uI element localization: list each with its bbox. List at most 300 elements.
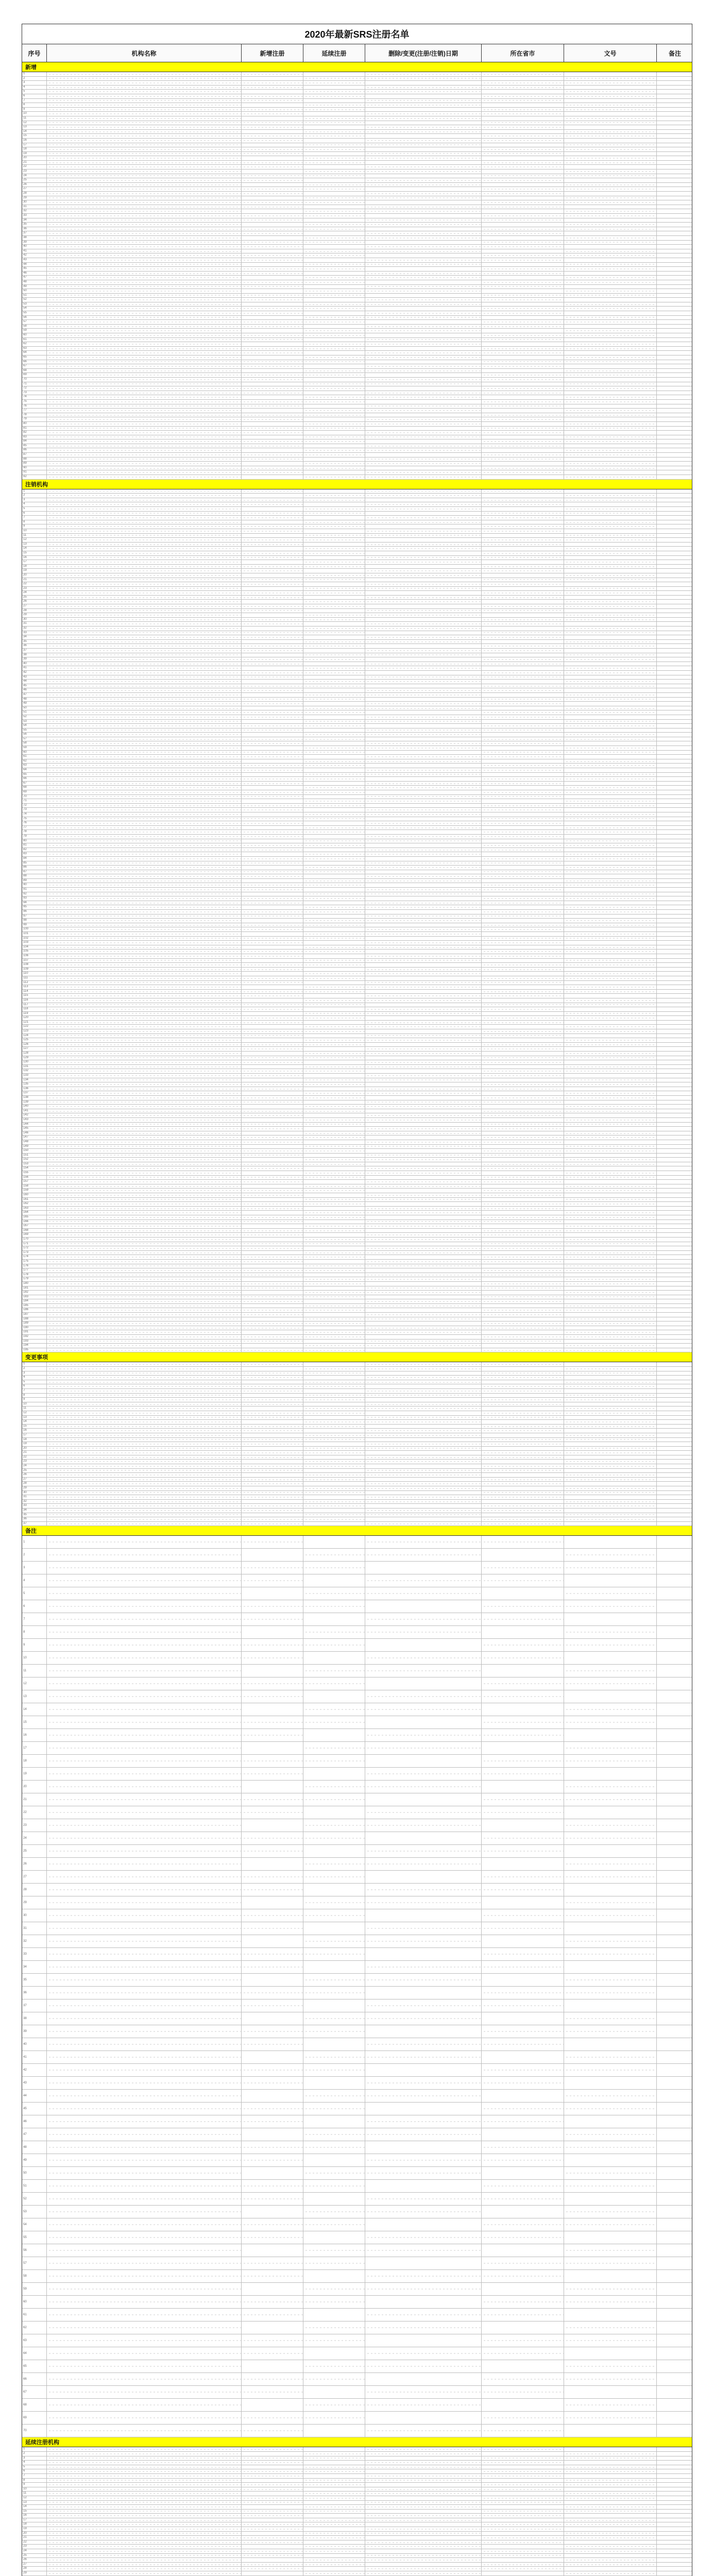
table-cell bbox=[482, 821, 564, 825]
table-cell bbox=[657, 529, 692, 533]
table-cell bbox=[564, 1012, 657, 1016]
table-cell bbox=[482, 453, 564, 457]
table-cell: 19 bbox=[22, 1442, 47, 1446]
table-cell bbox=[564, 1136, 657, 1140]
table-cell bbox=[564, 1029, 657, 1033]
table-cell bbox=[303, 209, 365, 213]
table-cell bbox=[303, 1246, 365, 1250]
table-cell bbox=[242, 90, 303, 94]
table-cell bbox=[482, 1273, 564, 1277]
table-cell bbox=[47, 795, 242, 799]
table-cell bbox=[47, 688, 242, 692]
table-cell bbox=[482, 1211, 564, 1215]
table-cell bbox=[242, 1626, 303, 1638]
table-cell bbox=[564, 1047, 657, 1051]
table-cell bbox=[365, 1517, 482, 1521]
table-cell: 158 bbox=[22, 1184, 47, 1189]
table-cell: 21 bbox=[22, 161, 47, 165]
table-cell bbox=[657, 2373, 692, 2385]
table-cell bbox=[47, 1433, 242, 1437]
table-row bbox=[22, 1082, 692, 1087]
table-cell bbox=[564, 543, 657, 547]
table-cell bbox=[303, 2492, 365, 2496]
table-cell bbox=[657, 2296, 692, 2308]
table-cell bbox=[657, 591, 692, 595]
table-row bbox=[22, 1260, 692, 1264]
table-cell bbox=[365, 1215, 482, 1219]
table-cell bbox=[47, 817, 242, 821]
table-row bbox=[22, 1047, 692, 1052]
table-row bbox=[22, 2115, 692, 2128]
table-cell bbox=[365, 994, 482, 998]
table-cell bbox=[242, 1478, 303, 1482]
table-cell bbox=[47, 236, 242, 240]
table-cell bbox=[47, 494, 242, 498]
table-cell bbox=[303, 1145, 365, 1149]
table-row bbox=[22, 808, 692, 812]
table-cell bbox=[47, 1233, 242, 1237]
table-cell: 56 bbox=[22, 2244, 47, 2257]
table-cell: 24 bbox=[22, 1464, 47, 1468]
table-cell bbox=[365, 1460, 482, 1464]
table-cell bbox=[657, 1034, 692, 1038]
table-cell bbox=[564, 263, 657, 267]
table-cell bbox=[482, 280, 564, 284]
table-cell bbox=[242, 1398, 303, 1402]
table-cell bbox=[365, 768, 482, 772]
table-cell bbox=[365, 812, 482, 817]
table-cell: 143 bbox=[22, 1118, 47, 1122]
table-cell bbox=[242, 1131, 303, 1136]
column-header-row bbox=[22, 44, 692, 62]
table-cell bbox=[564, 1211, 657, 1215]
table-cell: 185 bbox=[22, 1304, 47, 1308]
table-cell bbox=[657, 666, 692, 670]
table-cell bbox=[482, 1277, 564, 1281]
table-cell bbox=[657, 178, 692, 182]
table-cell bbox=[365, 2456, 482, 2461]
table-cell bbox=[365, 2558, 482, 2562]
table-cell bbox=[482, 307, 564, 311]
table-cell bbox=[564, 249, 657, 253]
table-cell bbox=[564, 945, 657, 950]
table-cell bbox=[482, 795, 564, 799]
table-cell bbox=[365, 1047, 482, 1051]
table-cell bbox=[303, 782, 365, 786]
table-cell: 189 bbox=[22, 1321, 47, 1326]
table-cell bbox=[657, 1149, 692, 1153]
table-cell bbox=[242, 1193, 303, 1197]
table-cell bbox=[482, 1793, 564, 1806]
table-cell bbox=[482, 498, 564, 502]
table-cell bbox=[303, 1389, 365, 1393]
table-cell bbox=[482, 475, 564, 479]
table-cell bbox=[482, 1935, 564, 1947]
table-cell bbox=[47, 249, 242, 253]
table-cell bbox=[47, 227, 242, 231]
table-cell bbox=[482, 2412, 564, 2424]
table-cell bbox=[365, 728, 482, 733]
table-cell bbox=[365, 746, 482, 750]
table-cell: 85 bbox=[22, 861, 47, 866]
table-cell bbox=[482, 1087, 564, 1091]
table-cell bbox=[564, 1078, 657, 1082]
table-cell bbox=[657, 2128, 692, 2141]
table-cell bbox=[365, 1522, 482, 1526]
table-cell bbox=[242, 1238, 303, 1242]
table-cell bbox=[303, 1491, 365, 1495]
table-cell bbox=[365, 1909, 482, 1922]
table-row bbox=[22, 382, 692, 387]
table-cell bbox=[564, 413, 657, 417]
table-cell bbox=[564, 1202, 657, 1206]
table-cell bbox=[303, 1171, 365, 1175]
table-cell bbox=[482, 72, 564, 76]
table-cell bbox=[482, 631, 564, 635]
table-cell bbox=[657, 223, 692, 227]
table-cell: 12 bbox=[22, 538, 47, 542]
table-cell bbox=[47, 1384, 242, 1388]
table-cell bbox=[657, 1376, 692, 1380]
table-cell bbox=[242, 896, 303, 901]
table-cell bbox=[303, 1136, 365, 1140]
table-row bbox=[22, 1162, 692, 1167]
table-cell bbox=[303, 635, 365, 639]
table-cell bbox=[303, 914, 365, 919]
table-cell bbox=[365, 879, 482, 883]
table-cell bbox=[657, 1268, 692, 1273]
table-cell bbox=[564, 183, 657, 187]
table-cell bbox=[242, 1367, 303, 1371]
table-row bbox=[22, 972, 692, 976]
table-cell bbox=[482, 782, 564, 786]
table-cell: 5 bbox=[22, 507, 47, 511]
table-cell bbox=[657, 1145, 692, 1149]
table-cell bbox=[657, 165, 692, 169]
table-cell bbox=[365, 2487, 482, 2492]
table-cell bbox=[657, 205, 692, 209]
table-cell bbox=[303, 1871, 365, 1883]
table-row bbox=[22, 218, 692, 223]
table-cell bbox=[482, 1455, 564, 1460]
table-cell bbox=[657, 196, 692, 200]
table-cell bbox=[365, 139, 482, 143]
table-cell bbox=[482, 1504, 564, 1508]
table-cell bbox=[47, 489, 242, 494]
table-cell bbox=[482, 1500, 564, 1504]
table-cell bbox=[242, 1447, 303, 1451]
table-cell bbox=[657, 724, 692, 728]
table-cell bbox=[482, 245, 564, 249]
table-cell bbox=[47, 724, 242, 728]
table-cell bbox=[47, 1613, 242, 1625]
table-cell bbox=[657, 320, 692, 324]
table-cell bbox=[365, 2386, 482, 2398]
table-cell bbox=[482, 1961, 564, 1973]
table-cell bbox=[657, 1282, 692, 1286]
table-cell bbox=[365, 409, 482, 413]
table-cell bbox=[242, 1464, 303, 1468]
table-row bbox=[22, 937, 692, 941]
table-cell bbox=[303, 2527, 365, 2531]
table-cell bbox=[564, 2563, 657, 2567]
table-cell bbox=[47, 684, 242, 688]
table-row bbox=[22, 799, 692, 804]
table-cell bbox=[482, 826, 564, 830]
table-cell bbox=[242, 444, 303, 448]
table-row bbox=[22, 1202, 692, 1207]
table-row bbox=[22, 1948, 692, 1961]
table-cell bbox=[564, 218, 657, 223]
table-cell bbox=[657, 1755, 692, 1767]
table-cell bbox=[657, 1189, 692, 1193]
table-cell bbox=[303, 205, 365, 209]
table-cell bbox=[242, 139, 303, 143]
table-cell bbox=[365, 267, 482, 271]
table-cell bbox=[365, 2090, 482, 2102]
table-cell: 30 bbox=[22, 1909, 47, 1922]
table-cell bbox=[47, 364, 242, 368]
table-cell bbox=[482, 444, 564, 448]
table-row bbox=[22, 1464, 692, 1469]
table-cell bbox=[242, 1793, 303, 1806]
table-cell bbox=[365, 427, 482, 431]
table-row bbox=[22, 547, 692, 551]
table-cell bbox=[365, 883, 482, 887]
table-cell bbox=[365, 1282, 482, 1286]
table-cell bbox=[482, 839, 564, 843]
table-cell bbox=[242, 1304, 303, 1308]
table-cell bbox=[47, 1282, 242, 1286]
table-cell bbox=[482, 81, 564, 85]
table-cell bbox=[482, 391, 564, 395]
table-cell bbox=[564, 2554, 657, 2558]
table-cell bbox=[303, 1308, 365, 1312]
table-cell bbox=[47, 1003, 242, 1007]
table-cell bbox=[564, 2347, 657, 2360]
table-cell bbox=[47, 927, 242, 931]
table-cell bbox=[482, 369, 564, 373]
table-cell bbox=[657, 342, 692, 346]
table-cell: 28 bbox=[22, 609, 47, 613]
table-cell bbox=[365, 524, 482, 529]
table-cell: 99 bbox=[22, 923, 47, 927]
table-cell bbox=[242, 1522, 303, 1526]
table-cell: 28 bbox=[22, 1884, 47, 1896]
table-cell bbox=[564, 1703, 657, 1716]
table-cell bbox=[564, 573, 657, 578]
table-cell bbox=[482, 901, 564, 905]
table-cell bbox=[657, 2532, 692, 2536]
table-cell bbox=[365, 1123, 482, 1127]
table-cell bbox=[47, 453, 242, 457]
table-cell bbox=[242, 1034, 303, 1038]
sheet-body bbox=[22, 62, 692, 2576]
table-cell bbox=[482, 600, 564, 604]
table-cell bbox=[303, 99, 365, 103]
table-cell bbox=[242, 2447, 303, 2451]
table-cell: 4 bbox=[22, 1376, 47, 1380]
table-cell bbox=[657, 457, 692, 462]
table-cell bbox=[564, 1371, 657, 1376]
table-row bbox=[22, 2025, 692, 2038]
table-cell bbox=[47, 152, 242, 156]
table-cell bbox=[657, 861, 692, 866]
table-cell bbox=[303, 821, 365, 825]
table-cell bbox=[242, 2465, 303, 2469]
table-cell bbox=[242, 1948, 303, 1960]
table-cell bbox=[47, 404, 242, 409]
table-cell bbox=[657, 839, 692, 843]
table-cell bbox=[657, 386, 692, 391]
table-cell: 74 bbox=[22, 395, 47, 399]
table-cell bbox=[303, 1781, 365, 1793]
table-cell bbox=[365, 1495, 482, 1499]
table-cell bbox=[365, 2141, 482, 2154]
table-cell bbox=[47, 1162, 242, 1166]
table-cell bbox=[564, 1513, 657, 1517]
table-row bbox=[22, 174, 692, 179]
table-cell bbox=[303, 1335, 365, 1339]
table-cell bbox=[365, 914, 482, 919]
table-cell bbox=[482, 1158, 564, 1162]
table-cell bbox=[365, 130, 482, 134]
table-cell bbox=[365, 1193, 482, 1197]
table-cell bbox=[47, 777, 242, 781]
table-cell bbox=[365, 1755, 482, 1767]
table-cell bbox=[365, 1145, 482, 1149]
table-cell bbox=[482, 1729, 564, 1741]
table-cell bbox=[482, 294, 564, 298]
table-cell bbox=[47, 1295, 242, 1299]
table-cell bbox=[482, 981, 564, 985]
table-row bbox=[22, 1016, 692, 1021]
table-cell bbox=[482, 1091, 564, 1095]
table-cell bbox=[657, 901, 692, 905]
table-cell bbox=[482, 112, 564, 116]
table-cell bbox=[365, 1007, 482, 1011]
table-cell bbox=[657, 1016, 692, 1020]
table-row bbox=[22, 298, 692, 302]
table-cell bbox=[564, 1806, 657, 1819]
table-cell bbox=[303, 1242, 365, 1246]
table-cell bbox=[564, 435, 657, 439]
table-cell bbox=[365, 799, 482, 803]
table-cell bbox=[365, 369, 482, 373]
table-cell bbox=[564, 879, 657, 883]
table-cell bbox=[482, 524, 564, 529]
table-cell bbox=[365, 2447, 482, 2451]
table-cell bbox=[482, 547, 564, 551]
table-cell bbox=[564, 1255, 657, 1259]
table-cell bbox=[482, 2206, 564, 2218]
table-row bbox=[22, 134, 692, 139]
table-cell bbox=[657, 258, 692, 262]
table-cell bbox=[482, 1043, 564, 1047]
table-cell bbox=[482, 1677, 564, 1690]
table-cell bbox=[47, 183, 242, 187]
table-row bbox=[22, 1291, 692, 1295]
table-cell bbox=[303, 1158, 365, 1162]
table-cell bbox=[482, 573, 564, 578]
table-row bbox=[22, 1367, 692, 1371]
table-cell bbox=[47, 950, 242, 954]
table-cell: 45 bbox=[22, 2103, 47, 2115]
table-cell bbox=[47, 1166, 242, 1171]
table-cell: 70 bbox=[22, 2425, 47, 2437]
table-cell bbox=[365, 835, 482, 839]
table-cell: 56 bbox=[22, 316, 47, 320]
table-cell bbox=[47, 1229, 242, 1233]
table-cell bbox=[657, 680, 692, 684]
table-cell bbox=[47, 1455, 242, 1460]
table-cell bbox=[242, 409, 303, 413]
table-cell: 18 bbox=[22, 2522, 47, 2527]
table-cell bbox=[482, 2296, 564, 2308]
table-cell bbox=[242, 1211, 303, 1215]
table-cell bbox=[657, 2167, 692, 2179]
table-cell: 65 bbox=[22, 2360, 47, 2372]
table-row bbox=[22, 192, 692, 196]
table-cell bbox=[564, 1330, 657, 1334]
table-cell bbox=[47, 622, 242, 626]
table-cell bbox=[47, 848, 242, 852]
table-cell bbox=[482, 2483, 564, 2487]
table-cell bbox=[365, 1184, 482, 1189]
table-cell bbox=[564, 209, 657, 213]
table-row bbox=[22, 684, 692, 689]
table-cell bbox=[482, 1082, 564, 1087]
table-cell bbox=[564, 1233, 657, 1237]
table-cell bbox=[242, 267, 303, 271]
table-cell bbox=[564, 1500, 657, 1504]
table-cell bbox=[365, 231, 482, 235]
table-cell bbox=[365, 1246, 482, 1250]
table-cell bbox=[657, 1308, 692, 1312]
table-cell bbox=[564, 874, 657, 878]
table-cell: 41 bbox=[22, 2051, 47, 2063]
table-cell bbox=[47, 591, 242, 595]
table-cell bbox=[47, 1340, 242, 1344]
table-cell bbox=[564, 848, 657, 852]
table-cell bbox=[303, 1207, 365, 1211]
table-cell bbox=[303, 1574, 365, 1587]
table-row bbox=[22, 1500, 692, 1504]
table-cell bbox=[657, 1380, 692, 1384]
table-cell bbox=[242, 1587, 303, 1600]
table-cell bbox=[365, 2474, 482, 2478]
table-cell bbox=[365, 2051, 482, 2063]
table-cell bbox=[365, 1871, 482, 1883]
table-cell bbox=[564, 253, 657, 258]
table-cell bbox=[482, 666, 564, 670]
table-cell bbox=[564, 1394, 657, 1398]
table-cell bbox=[47, 1367, 242, 1371]
table-cell bbox=[365, 431, 482, 435]
table-cell bbox=[303, 386, 365, 391]
table-cell bbox=[564, 161, 657, 165]
table-cell bbox=[47, 901, 242, 905]
table-row bbox=[22, 241, 692, 245]
table-cell bbox=[482, 121, 564, 125]
table-cell: 186 bbox=[22, 1308, 47, 1312]
table-cell bbox=[564, 733, 657, 737]
table-cell bbox=[242, 644, 303, 648]
table-cell bbox=[47, 1308, 242, 1312]
table-row bbox=[22, 959, 692, 963]
table-cell bbox=[365, 2115, 482, 2128]
table-cell bbox=[303, 112, 365, 116]
